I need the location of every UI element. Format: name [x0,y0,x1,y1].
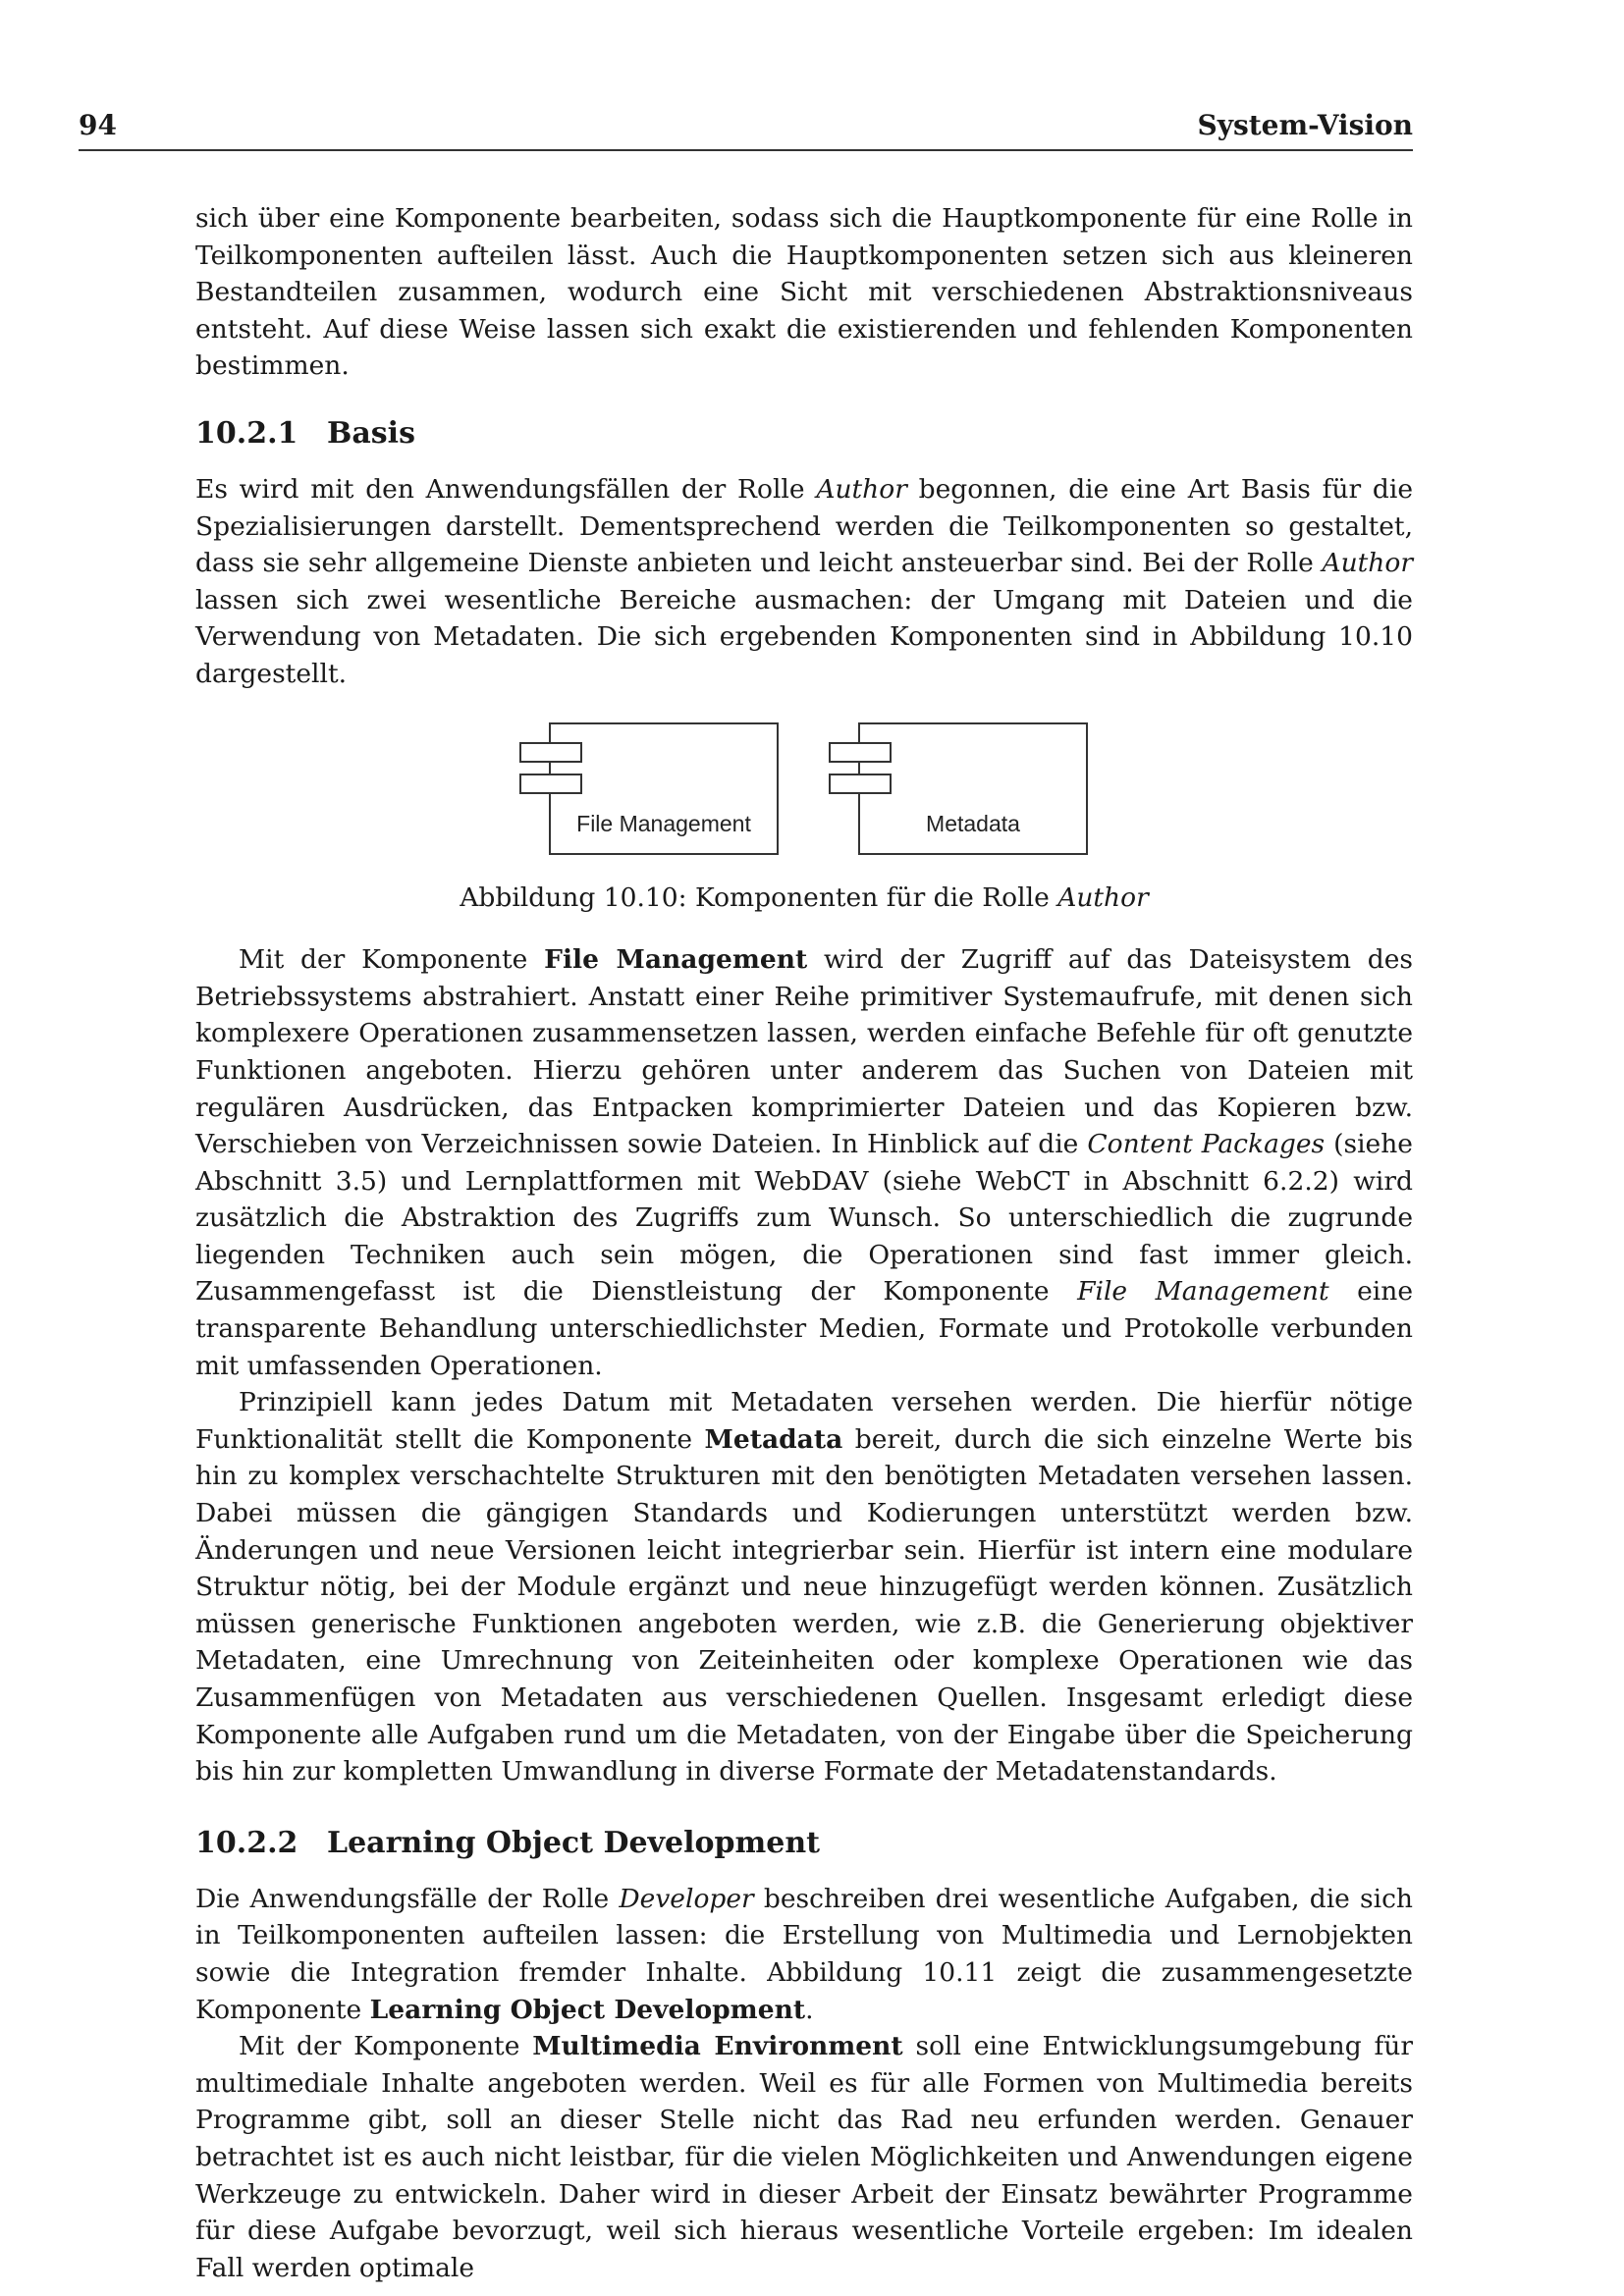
text-run: . [805,1994,814,2025]
component-label: Metadata [926,810,1020,836]
text-run: Mit der Komponente [239,2031,533,2062]
bold-term: Multimedia Environment [532,2031,903,2062]
paragraph [195,941,1413,1384]
text-run: begonnen, die eine Art Basis für die Spezialisierungen darstellt. Dementsprechend werden die Teilkomponenten so gestaltet, dass sie sehr allgemeine Dienste anbieten und leicht ansteuerbar sind. Bei der Rolle [195,473,1414,579]
paragraph [195,2028,1413,2286]
emphasis: File Management [1077,1276,1329,1308]
component-label: File Management [576,810,751,836]
running-head [79,106,1413,151]
component-diagram [519,722,1089,856]
component-port-icon [830,774,891,793]
text-run: bereit, durch die sich einzelne Werte bis hin zu komplex verschachtelte Strukturen mit den benötigten Metadaten versehen lassen. Dabei müssen die gängigen Standards und Kodierungen unterstützt werden bzw. Änderungen und neue Versionen leicht integrierbar sein. Hierfür ist intern eine modulare Struktur nötig, bei der Module ergänzt und neue hinzugefügt werden können. Zusätzlich müssen generische Funktionen angeboten werden, wie z.B. die Generierung objektiver Metadaten, eine Umrechnung von Zeiteinheiten oder komplexe Operationen wie das Zusammenfügen von Metadaten aus verschiedenen Quellen. Insgesamt erledigt diese Komponente alle Aufgaben rund um die Metadaten, von der Eingabe über die Speicherung bis hin zur kompletten Umwandlung in diverse Formate der Metadatenstandards. [195,1423,1413,1788]
text-run: wird der Zugriff auf das Dateisystem des Betriebssystems abstrahiert. Anstatt einer Reihe primitiver Systemaufrufe, mit denen sich komplexere Operationen zusammensetzen lassen, werden einfache Befehle für oft genutzte Funktionen angeboten. Hierzu gehören unter anderem das Suchen von Dateien mit regulären Ausdrücken, das Entpacken komprimierter Dateien und das Kopieren bzw. Verschieben von Verzeichnissen sowie Dateien. In Hinblick auf die [195,944,1413,1160]
section-title: Learning Object Development [327,1825,820,1860]
intro-paragraph: sich über eine Komponente bearbeiten, sodass sich die Hauptkomponente für eine Rolle in Teilkomponenten aufteilen lässt. Auch die Hauptkomponenten setzen sich aus kleineren Bestandteilen zusammen, wodurch eine Sicht mit verschiedenen Abstraktionsniveaus entsteht. Auf diese Weise lassen sich exakt die existierenden und fehlenden Komponenten bestimmen. [195,203,1413,382]
section-number: 10.2.1 [195,415,298,451]
figure-caption [195,880,1413,917]
section-title: Basis [327,415,415,451]
component-port-icon [520,774,581,793]
bold-term: File Management [544,944,808,976]
text-run: Es wird mit den Anwendungsfällen der Rolle [195,473,817,505]
emphasis: Author [1322,548,1413,579]
text-run: (siehe Abschnitt 3.5) und Lernplattformen mit WebDAV (siehe WebCT in Abschnitt 6.2.2) wird zusätzlich die Abstraktion des Zugriffs zum Wunsch. So unterschiedlich die zugrunde liegenden Techniken auch sein mögen, die Operationen sind fast immer gleich. Zusammengefasst ist die Dienstleistung der Komponente [195,1129,1413,1308]
text-run: Die Anwendungsfälle der Rolle [195,1883,620,1914]
text-run: lassen sich zwei wesentliche Bereiche ausmachen: der Umgang mit Dateien und die Verwendung von Metadaten. Die sich ergebenden Komponenten sind in Abbildung 10.10 dargestellt. [195,584,1413,689]
bold-term: Metadata [704,1423,843,1455]
emphasis: Content Packages [1087,1129,1326,1160]
text-run: beschreiben drei wesentliche Aufgaben, die sich in Teilkomponenten aufteilen lassen: die Erstellung von Multimedia und Lernobjekten sowie die Integration fremder Inhalte. Abbildung 10.11 zeigt die zusammengesetzte Komponente [195,1883,1413,2025]
caption-text: Abbildung 10.10: Komponenten für die Rolle [460,881,1058,913]
emphasis: Developer [619,1883,754,1914]
bold-term: Learning Object Development [369,1994,806,2025]
page-body [195,200,1413,2286]
component-file-management [520,723,778,854]
text-run: soll eine Entwicklungsumgebung für multimediale Inhalte angeboten werden. Weil es für alle Formen von Multimedia bereits Programme gibt, soll an dieser Stelle nicht das Rad neu erfunden werden. Genauer betrachtet ist es auch nicht leistbar, für die vielen Möglichkeiten und Anwendungen eigene Werkzeuge zu entwickeln. Daher wird in dieser Arbeit der Einsatz bewährter Programme für diese Aufgabe bevorzugt, weil sich hieraus wesentliche Vorteile ergeben: Im idealen Fall werden optimale [195,2031,1413,2283]
section-heading-learning-object-development [195,1824,1413,1863]
text-run: Prinzipiell kann jedes Datum mit Metadaten versehen werden. Die hierfür nötige Funktionalität stellt die Komponente [195,1387,1413,1455]
emphasis: Author [816,473,907,505]
caption-emphasis: Author [1057,881,1149,913]
component-port-icon [830,743,891,762]
running-title: System-Vision [1197,109,1413,141]
component-metadata [830,723,1087,854]
paragraph [195,471,1413,693]
paragraph [195,1384,1413,1790]
paragraph [195,1881,1413,2028]
section-number: 10.2.2 [195,1825,298,1860]
page-number: 94 [79,109,117,141]
section-heading-basis [195,414,1413,454]
text-run: eine transparente Behandlung unterschiedlichster Medien, Formate und Protokolle verbunden mit umfassenden Operationen. [195,1276,1414,1381]
text-run: Mit der Komponente [239,944,545,976]
figure-10-10 [195,722,1413,917]
component-port-icon [520,743,581,762]
